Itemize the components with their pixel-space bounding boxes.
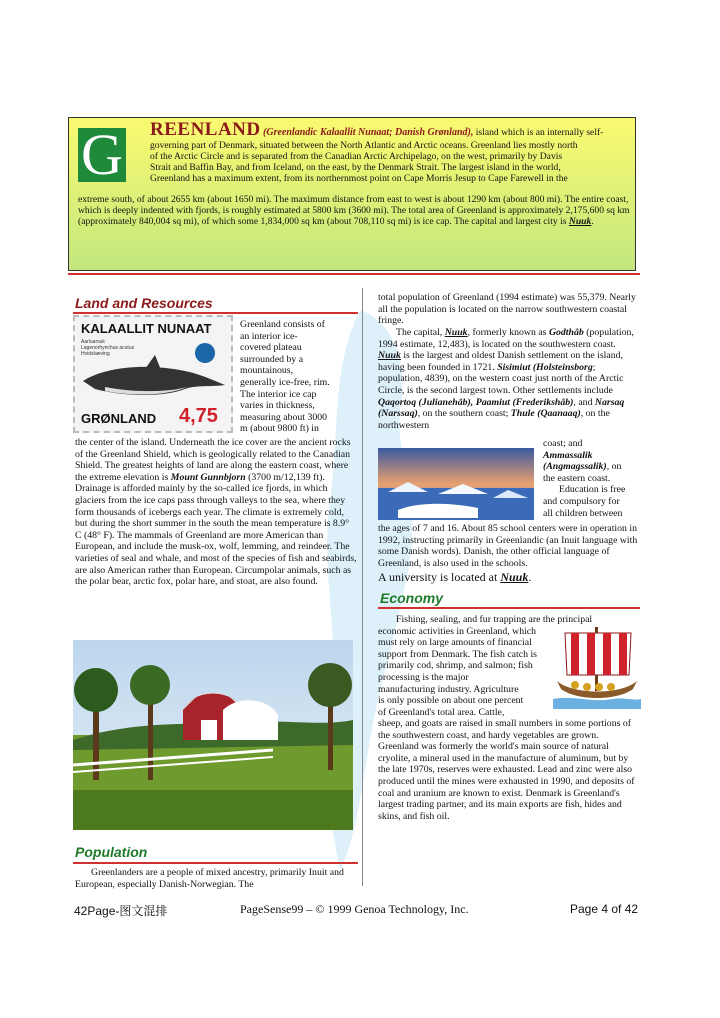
land-wrap-line: surrounded by a [240, 353, 304, 365]
land-text-2: (3700 m/12,139 ft). Drainage is afforded mainly by the so-called ice fjords, in which glaciers from the ice caps pass through valleys to the sea, where they form thousands of icebergs each year. The climate is extremely cold, but during the short summer in the south the mean temperature is 8.9° C (48° F). The mammals of Greenland are more American than European, and include the musk-ox, wolf, lemming, and reindeer. The varieties of seal and whale, and most of the species of fish and seabirds, are also American rather than European. Circumpolar animals, such as the polar bear, arctic fox, polar hare, and stoat, are also found. [75, 471, 357, 588]
stamp-top-text: KALAALLIT NUNAAT [81, 321, 212, 336]
link-nuuk-4[interactable]: Nuuk [500, 570, 529, 584]
intro-title-line [150, 119, 630, 140]
economy-wrap-line: manufacturing industry. Agriculture [378, 683, 519, 695]
intro-line-1: governing part of Denmark, situated between the North Atlantic and Arctic oceans. Greenland lies mostly north [150, 140, 578, 151]
intro-paragraph [78, 194, 634, 227]
stamp-value-text: 4,75 [179, 405, 218, 427]
economy-wrap-line: Fishing, sealing, and fur trapping are the principal [396, 614, 593, 625]
right-side-text [543, 438, 643, 519]
economy-rule [378, 607, 640, 609]
side-line: and compulsory for [543, 495, 620, 507]
intro-divider [68, 273, 640, 275]
university-period: . [528, 570, 532, 584]
right-paragraph-2 [378, 327, 640, 431]
economy-wrap-line: must rely on large amounts of financial [378, 637, 532, 649]
column-divider [362, 288, 363, 886]
economy-wrap-line: of Greenland's total area. Cattle, [378, 706, 505, 718]
economy-wrap-line: primarily cod, shrimp, and salmon; fish [378, 660, 533, 672]
viking-ship-icon [553, 623, 641, 709]
side-line: , on [606, 461, 622, 473]
heading-land-resources: Land and Resources [75, 295, 213, 311]
settlements-text: ; population, 4839), on the western coast just north of the Arctic Circle, is the second largest town. Other settlements include [378, 361, 624, 396]
title-greenland: REENLAND [150, 119, 261, 140]
side-line: Education is free [559, 484, 626, 496]
intro-line-0: island which is an internally self- [475, 127, 604, 138]
footer-center: PageSense99 – © 1999 Genoa Technology, Inc. [240, 902, 469, 916]
education-text: the ages of 7 and 16. About 85 school centers were in operation in 1992, instructing primarily in Greenlandic (an Inuit language with some Danish words). Danish, the other official language of Greenland, is also used in the schools. [378, 523, 638, 569]
intro-period: . [591, 216, 594, 227]
qaqortoq-name: Qaqortoq (Julianehâb), [378, 396, 474, 408]
university-line [378, 570, 640, 585]
capital-text-c: (population, 1994 estimate, 12,483), is located on the southwestern coast. [378, 327, 634, 350]
sisimiut-name: Sisimiut (Holsteinsborg [497, 361, 593, 373]
drop-cap: G [78, 128, 126, 182]
population-text: Greenlanders are a people of mixed ancestry, primarily Inuit and European, especially Danish-Norwegian. The [75, 867, 344, 890]
economy-paragraph: sheep, and goats are raised in small numbers in some portions of the southwestern coast, and hardy vegetables are grown. Greenland was formerly the world's main source of natural cryolite, a mineral used in the manufacture of aluminum, but by the late 1970s, reserves were exhausted. Lead and zinc were also produced until the mines were exhausted in 1990, and deposits of coal and uranium are known to exist. Denmark is Greenland's largest trading partner, and its main exports are fish, hides and skins, and fish oil. [378, 718, 635, 822]
land-rule [73, 312, 358, 314]
intro-line-3: Strait and Baffin Bay, and from Iceland, on the east, by the Denmark Strait. The largest island in the world, [150, 162, 561, 173]
ammassalik-name: Ammassalik (Angmagssalik) [543, 449, 607, 473]
link-nuuk[interactable]: Nuuk [568, 216, 592, 227]
southern-coast-text: , on the southern coast; [417, 408, 509, 420]
heading-population: Population [75, 844, 148, 860]
economy-wrap-line: processing is the major [378, 671, 469, 683]
education-paragraph [378, 523, 640, 569]
intro-line-2: of the Arctic Circle and is separated from the Canadian Arctic Archipelago, on the west, primarily by Davis [150, 151, 563, 162]
land-wrap-text [240, 319, 360, 435]
narsaq-name: Narsaq (Narssaq) [378, 396, 625, 420]
thule-name: Thule (Qaanaaq) [510, 408, 581, 420]
population-total-text: total population of Greenland (1994 estimate) was 55,379. Nearly all the population is located on the narrow southwestern coastal fringe. [378, 292, 636, 327]
stamp-country-text: GRØNLAND [81, 411, 157, 426]
footer-page-number: Page 4 of 42 [570, 902, 639, 916]
land-paragraph [75, 437, 357, 588]
intro-rest-text: extreme south, of about 2655 km (about 1650 mi). The maximum distance from east to west is about 1290 km (about 800 mi). The entire coast, which is deeply indented with fjords, is roughly estimated at 5800 km (3600 mi). The total area of Greenland is approximately 2,175,600 sq km (approximately 840,004 sq mi), of which some 1,834,000 sq km (about 708,110 sq mi) is ice cap. The capital and largest city is [78, 194, 630, 227]
link-nuuk-3[interactable]: Nuuk [378, 350, 401, 362]
title-names: (Greenlandic Kalaallit Nunaat; Danish Grønland), [263, 127, 474, 138]
economy-wrap-line: support from Denmark. The fish catch is [378, 648, 537, 660]
land-wrap-line: m (about 9800 ft) in [240, 423, 319, 435]
university-text: A university is located at [378, 570, 498, 584]
land-wrap-line: varies in thickness, [240, 400, 315, 412]
northwestern-text: , on the northwestern [378, 408, 610, 431]
and-text: , and [573, 396, 593, 408]
land-wrap-line: an interior ice- [240, 330, 298, 342]
land-text-1: the center of the island. Underneath the ice cover are the ancient rocks of the Greenland Shield, which is geologically related to the Canadian Shield. The greatest heights of land are along the eastern coast, where the extreme elevation is [75, 437, 351, 483]
land-wrap-line: generally ice-free, rim. [240, 376, 330, 388]
stamp-image [73, 315, 233, 433]
land-wrap-line: covered plateau [240, 342, 302, 354]
intro-line-4: Greenland has a maximum extent, from its northernmost point on Cape Morris Jesup to Cape Farewell in the [150, 173, 568, 184]
land-wrap-line: Greenland consists of [240, 319, 325, 330]
economy-wrap-line: is only possible on about one percent [378, 695, 524, 707]
capital-text: The capital, [396, 327, 443, 338]
heading-economy: Economy [380, 590, 444, 606]
capital-text-b: , formerly known as [467, 327, 547, 338]
capital-text-d: is the largest and oldest Danish settlement on the island, having been founded in 1721. [378, 350, 623, 373]
footer-left: 42Page-图文混排 [74, 904, 168, 918]
stamp-small-text: Aarluarsuk Lagenorhynchus acutus Hvidskæving [81, 339, 135, 357]
link-nuuk-2[interactable]: Nuuk [444, 327, 468, 338]
land-wrap-line: The interior ice cap [240, 388, 317, 400]
farm-photo [73, 640, 353, 830]
side-line: coast; and [543, 438, 583, 449]
mount-name: Mount Gunnbjorn [170, 471, 246, 483]
side-line: the eastern coast. [543, 472, 611, 484]
land-wrap-line: mountainous, [240, 365, 294, 377]
paamiut-name: Paamiut (Frederikshâb) [475, 396, 574, 408]
land-wrap-line: measuring about 3000 [240, 411, 328, 423]
godthab-name: Godthâb [548, 327, 584, 338]
right-paragraph-1 [378, 292, 640, 327]
population-rule [73, 862, 358, 864]
side-line: all children between [543, 507, 623, 519]
iceberg-photo [378, 448, 534, 520]
economy-wrap-line: economic activities in Greenland, which [378, 625, 537, 637]
dolphin-icon [75, 337, 231, 407]
